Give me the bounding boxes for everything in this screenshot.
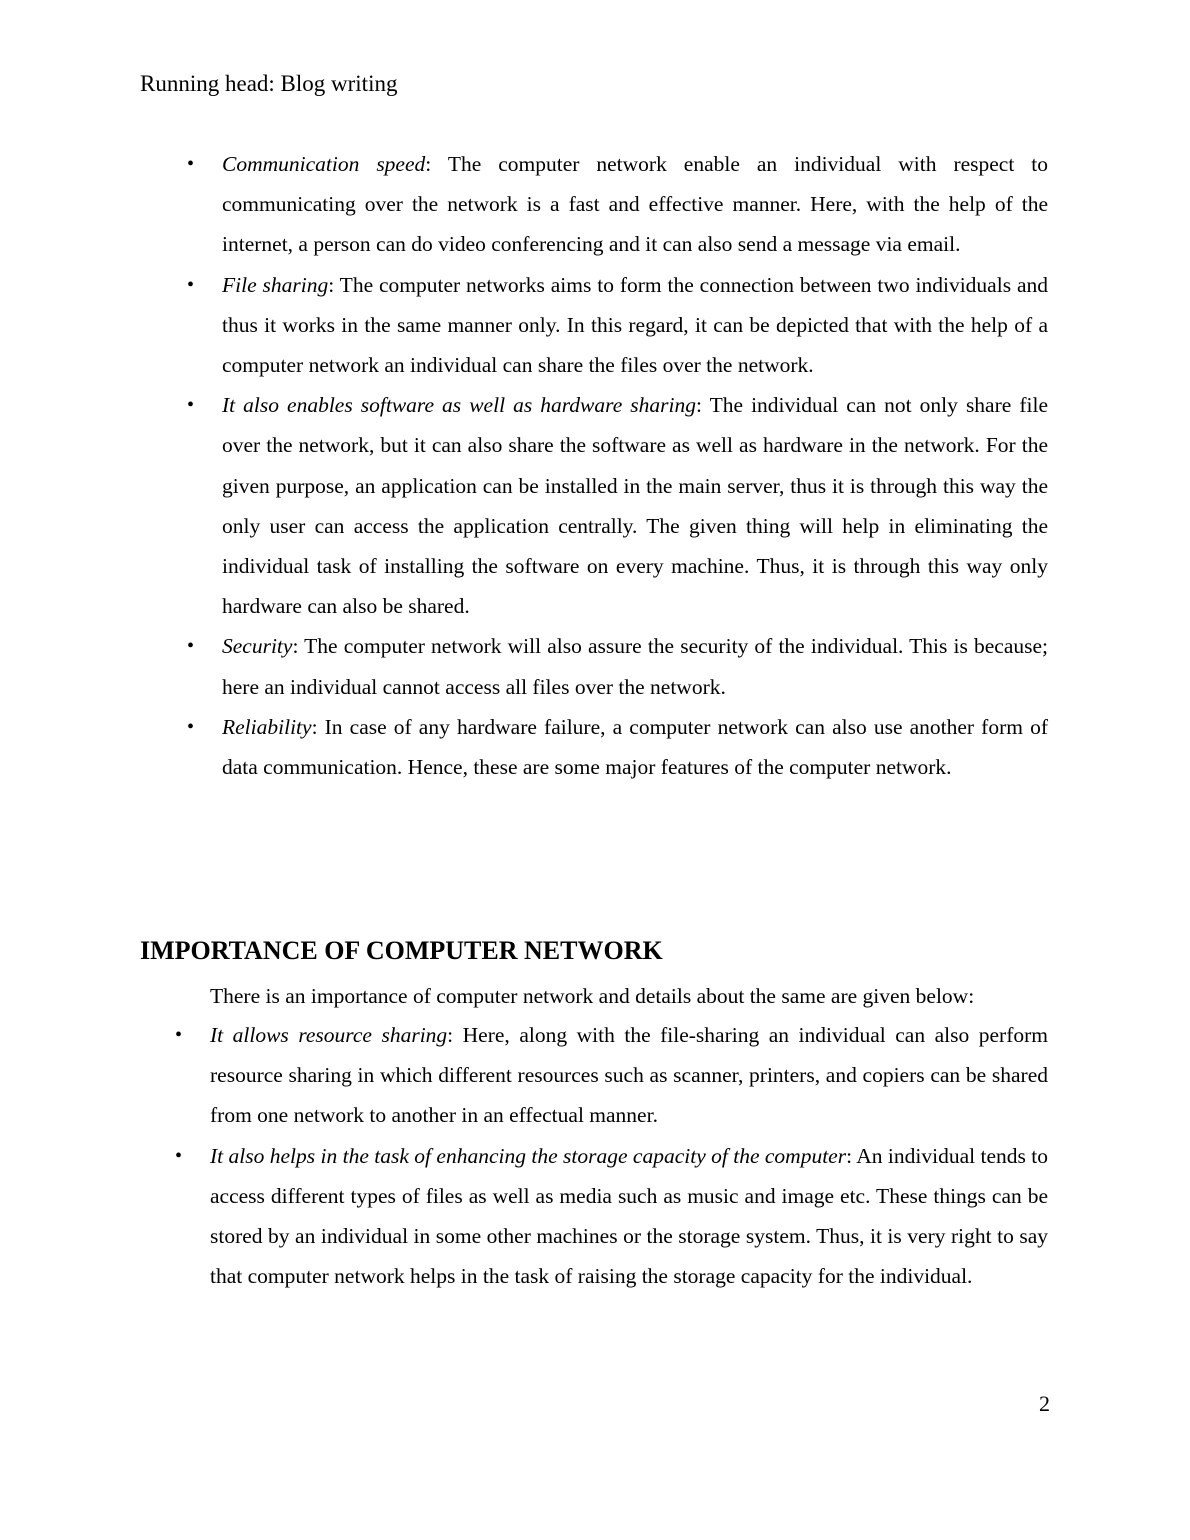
bullet-icon: •	[175, 1144, 183, 1167]
item-term: Communication speed	[222, 152, 426, 176]
bullet-icon: •	[187, 394, 195, 417]
item-text: : The computer networks aims to form the connection between two individuals and thus it works in the same manner only. In this regard, it can be depicted that with the help of a computer network an individual can share the files over the network.	[222, 272, 1048, 378]
item-text: : Here, along with the file-sharing an individual can also perform resource sharing in which different resources such as scanner, printers, and copiers can be shared from one network to another in an effectual manner.	[210, 1023, 1048, 1128]
running-head: Running head: Blog writing	[140, 71, 398, 96]
bullet-icon: •	[187, 153, 195, 175]
item-term: Security	[222, 634, 293, 659]
list-item	[187, 626, 1048, 706]
importance-list	[175, 1015, 1049, 1296]
item-term: It allows resource sharing	[210, 1023, 448, 1047]
item-text: : The computer network enable an individual with respect to communicating over the network is a fast and effective manner. Here, with the help of the internet, a person can do video conferencing and it can also send a message via email.	[222, 152, 1049, 257]
page-number: 2	[1039, 1391, 1050, 1416]
item-text: : An individual tends to access different types of files as well as media such as music and image etc. These things can be stored by an individual in some other machines or the storage system. Thus, it is very right to say that computer network helps in the task of raising the storage capacity for the individual.	[210, 1143, 1049, 1289]
item-text: : The computer network will also assure the security of the individual. This is because; here an individual cannot access all files over the network.	[222, 634, 1048, 699]
item-term: Reliability	[222, 714, 312, 739]
list-item	[187, 385, 1048, 626]
list-item	[175, 1136, 1049, 1297]
bullet-icon: •	[175, 1024, 183, 1046]
bullet-icon: •	[187, 273, 195, 296]
list-item	[187, 707, 1048, 787]
item-text: : The individual can not only share file over the network, but it can also share the software as well as hardware in the network. For the given purpose, an application can be installed in the main server, thus it is through this way the only user can access the application centrally. The given thing will help in eliminating the individual task of installing the software on every machine. Thus, it is through this way only hardware can also be shared.	[222, 393, 1048, 619]
list-item	[175, 1015, 1048, 1136]
item-term: It also helps in the task of enhancing the storage capacity of the computer	[210, 1143, 847, 1168]
intro-paragraph: There is an importance of computer network and details about the same are given below:	[210, 984, 975, 1008]
list-item	[187, 144, 1049, 265]
bullet-icon: •	[187, 635, 195, 658]
section-heading: IMPORTANCE OF COMPUTER NETWORK	[140, 936, 663, 965]
bullet-icon: •	[187, 715, 195, 738]
features-list	[187, 144, 1049, 787]
item-text: : In case of any hardware failure, a computer network can also use another form of data communication. Hence, these are some major features of the computer network.	[222, 714, 1048, 780]
list-item	[187, 265, 1048, 386]
item-term: File sharing	[222, 272, 329, 297]
item-term: It also enables software as well as hardware sharing	[222, 393, 696, 418]
